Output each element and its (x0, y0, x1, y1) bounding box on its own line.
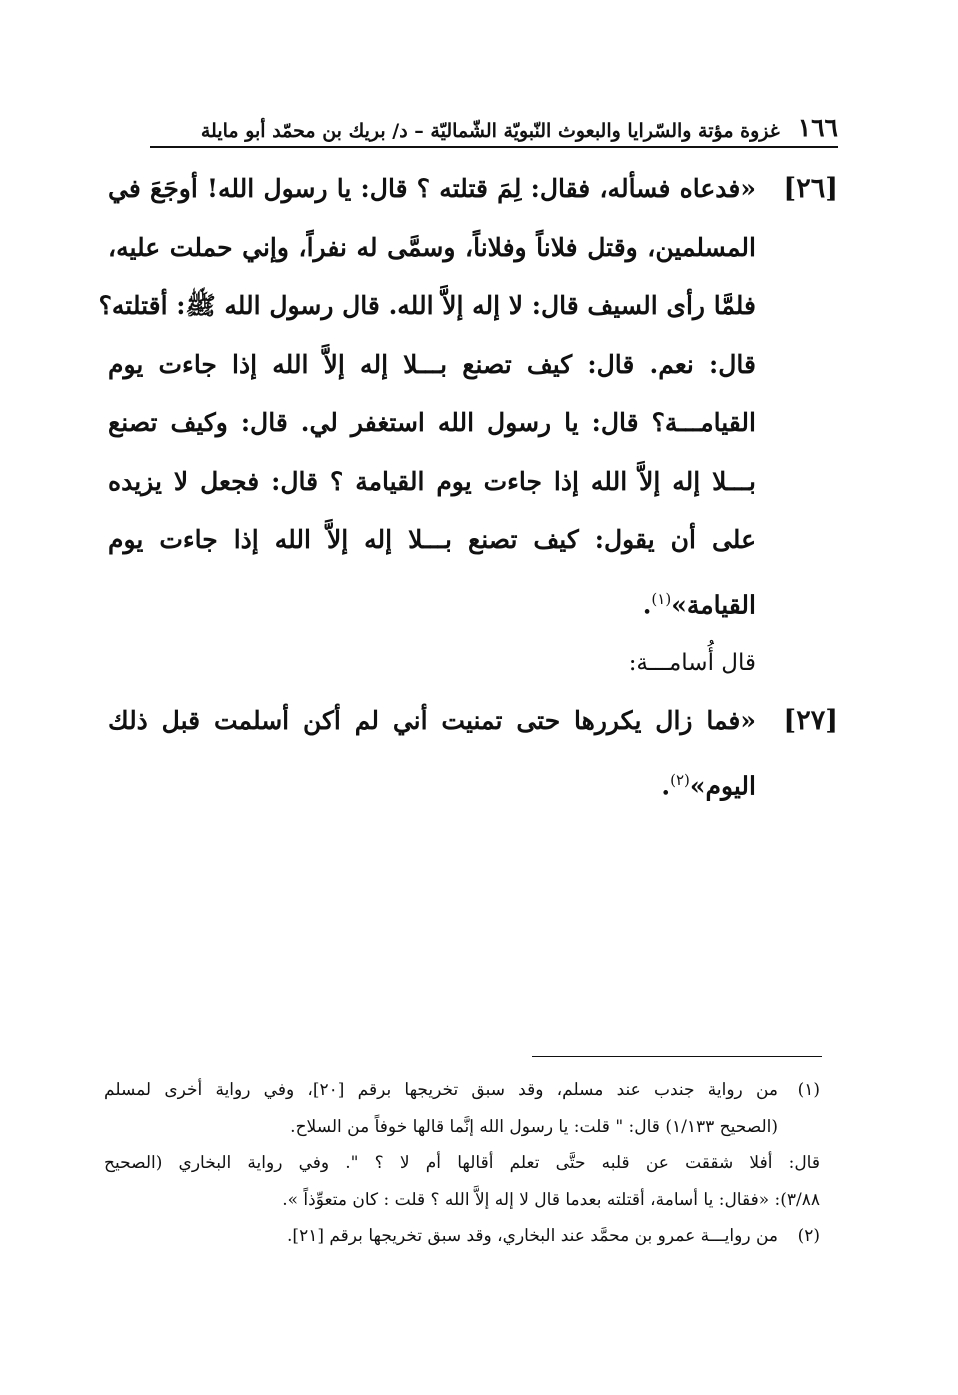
footnote-rule (532, 1056, 822, 1057)
hadith-number: [٢٧] (783, 705, 838, 737)
footnote-line: (الصحيح ١/١٣٣) قال: " قلت: يا رسول الله إنَّما قالها خوفاً من السلاح. (290, 1116, 778, 1137)
text-line: قال: نعم. قال: كيف تصنع بـــلا إله إلاَّ الله إذا جاءت يوم (108, 349, 756, 379)
text-line: «فما زال يكررها حتى تمنيت أني لم أكن أسلمت قبل ذلك (108, 706, 756, 736)
page-number: ١٦٦ (797, 113, 838, 142)
text-line: المسلمين، وقتل فلاناً وفلاناً، وسمَّى له نفراً، وإني حملت عليه، (108, 232, 756, 262)
footnote-ref: (١) (651, 589, 672, 608)
footnote-line: قال: أفلا شققت عن قلبه حتَّى تعلم أقالها أم لا ؟ ". وفي رواية البخاري (الصحيح (104, 1153, 820, 1173)
footnote-2 (104, 1218, 820, 1255)
text-line-last (108, 570, 756, 635)
text-line: بـــلا إله إلاَّ الله إذا جاءت يوم القيامة ؟ قال: فجعل لا يزيده (108, 466, 756, 496)
narrator-line: قال أُسامـــة: (628, 650, 756, 677)
text-line-last (108, 751, 756, 816)
footnote-line: من روايـــة عمرو بن محمَّد عند البخاري، وقد سبق تخريجها برقم [٢١]. (287, 1226, 778, 1246)
main-text (98, 160, 838, 816)
header-rule (150, 146, 838, 148)
footnote-line: من رواية جندب عند مسلم، وقد سبق تخريجها برقم [٢٠]، وفي رواية أخرى لمسلم (104, 1080, 779, 1100)
running-header (150, 102, 838, 142)
last-line-text: القيامة» (671, 589, 756, 619)
footnote-line: ٣/٨٨): «فقال: يا أسامة، أقتلته بعدما قال لا إله إلاَّ الله ؟ قلت : كان متعوِّذاً ». (282, 1189, 820, 1210)
footnote-number: (٢) (797, 1226, 820, 1246)
running-title: غزوة مؤتة والسّرايا والبعوث النّبويّة الشّماليّة – د/ بريك بن محمّد أبو مايلة (200, 120, 780, 142)
last-line-text: اليوم» (689, 771, 756, 801)
hadith-number: [٢٦] (783, 173, 838, 204)
footnote-1 (104, 1072, 820, 1218)
footnotes (104, 1072, 820, 1255)
text-line: على أن يقول: كيف تصنع بـــلا إله إلاَّ الله إذا جاءت يوم (108, 525, 756, 554)
hadith-27 (108, 692, 838, 815)
period: . (661, 771, 671, 801)
text-line: «فدعاه فسأله، فقال: لِمَ قتلته ؟ قال: يا رسول الله! أوجَعَ في (108, 174, 756, 203)
period: . (642, 589, 652, 619)
hadith-26 (98, 160, 838, 634)
footnote-number: (١) (797, 1080, 820, 1100)
footnote-ref: (٢) (670, 770, 690, 789)
text-line: فلمَّا رأى السيف قال: لا إله إلاَّ الله. قال رسول الله ﷺ: أقتلته؟ (98, 291, 756, 320)
text-line: القيامـــة؟ قال: يا رسول الله استغفر لي. قال: وكيف تصنع (108, 408, 756, 437)
